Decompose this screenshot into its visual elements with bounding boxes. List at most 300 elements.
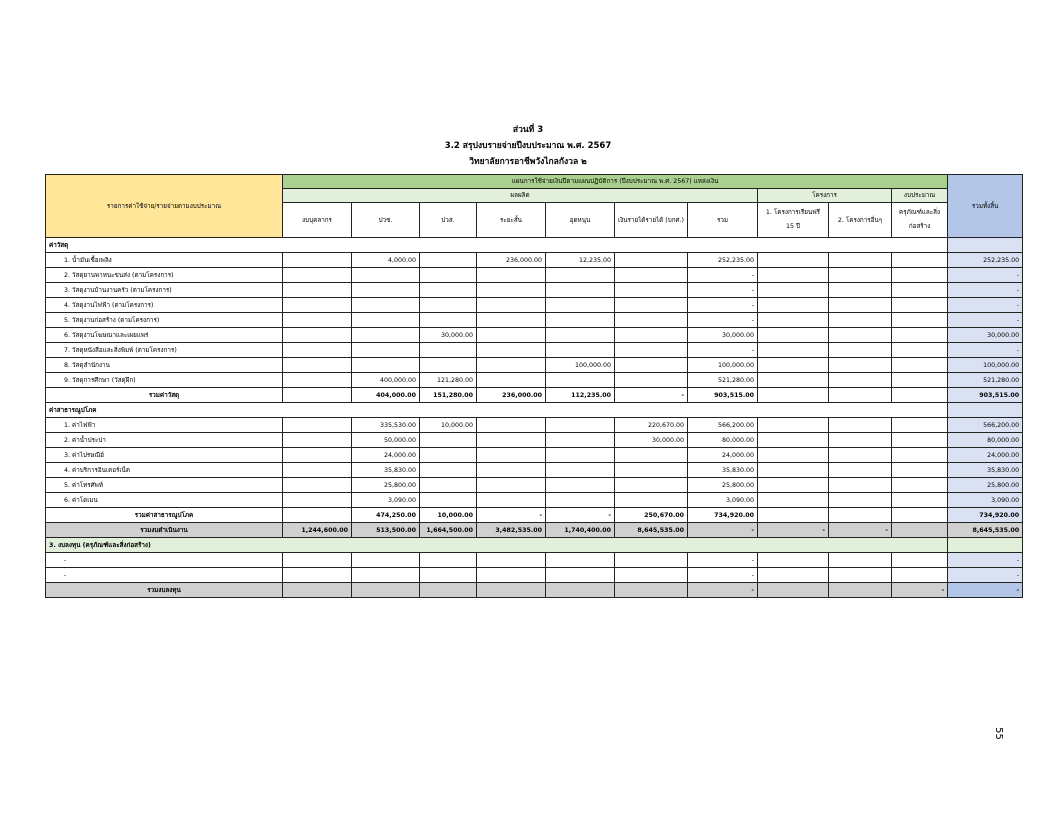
table-row-cell	[892, 478, 948, 493]
table-row-cell	[283, 253, 352, 268]
table-row-cell	[892, 283, 948, 298]
table-row-total: 80,000.00	[948, 433, 1023, 448]
table-row-cell: 3,090.00	[688, 493, 758, 508]
table-row-cell: 220,670.00	[615, 418, 688, 433]
utilities-total-row-cell: -	[546, 508, 615, 523]
materials-total-row-cell	[892, 388, 948, 403]
table-row	[46, 268, 1023, 283]
table-row-cell	[477, 343, 546, 358]
table-row-cell	[615, 553, 688, 568]
table-row-cell	[477, 448, 546, 463]
operating-total-row-total: 8,645,535.00	[948, 523, 1023, 538]
table-row-cell	[758, 298, 829, 313]
table-row-cell	[352, 268, 420, 283]
table-row-cell	[829, 418, 892, 433]
table-row-cell: 50,000.00	[352, 433, 420, 448]
table-row-cell: 236,000.00	[477, 253, 546, 268]
table-row-cell	[615, 358, 688, 373]
table-row-total: 35,830.00	[948, 463, 1023, 478]
table-row-cell: 25,800.00	[688, 478, 758, 493]
table-row-cell	[420, 478, 477, 493]
table-row-cell: 12,235.00	[546, 253, 615, 268]
section-materials-label: ค่าวัสดุ	[46, 238, 948, 253]
table-row-cell	[758, 433, 829, 448]
table-row-cell	[758, 253, 829, 268]
table-row-cell	[615, 373, 688, 388]
table-row-cell: 24,000.00	[688, 448, 758, 463]
table-row-cell	[352, 343, 420, 358]
table-row-cell: 10,000.00	[420, 418, 477, 433]
table-row	[46, 463, 1023, 478]
table-row-label: -	[46, 553, 283, 568]
table-row-label: 4. ค่าบริการอินเตอร์เน็ต	[46, 463, 283, 478]
header-item-col: รายการค่าใช้จ่าย/รายจ่ายตามงบประมาณ	[46, 175, 283, 238]
operating-total-row-label: รวมงบดำเนินงาน	[46, 523, 283, 538]
table-row-total: -	[948, 313, 1023, 328]
table-row-label: 3. วัสดุงานบ้านงานครัว (ตามโครงการ)	[46, 283, 283, 298]
table-row-cell	[283, 358, 352, 373]
table-row-cell: 100,000.00	[546, 358, 615, 373]
table-row-label: 6. ค่าโดเมน	[46, 493, 283, 508]
table-row-cell	[892, 463, 948, 478]
section-capital-total-cell	[948, 538, 1023, 553]
table-row-label: 3. ค่าไปรษณีย์	[46, 448, 283, 463]
table-row-cell	[546, 373, 615, 388]
header-col-free-education: 1. โครงการเรียนฟรี 15 ปี	[758, 203, 829, 238]
table-row-total: -	[948, 343, 1023, 358]
table-row-cell	[829, 343, 892, 358]
table-row-cell	[892, 253, 948, 268]
table-row-cell	[615, 568, 688, 583]
table-row-cell	[829, 328, 892, 343]
table-row-cell: 121,280.00	[420, 373, 477, 388]
table-row-cell	[283, 493, 352, 508]
materials-total-row-label: รวมค่าวัสดุ	[46, 388, 283, 403]
table-row-cell	[615, 298, 688, 313]
table-row-label: 5. ค่าโทรศัพท์	[46, 478, 283, 493]
table-row-cell	[283, 373, 352, 388]
capital-total-row-cell	[477, 583, 546, 598]
table-row-cell	[420, 493, 477, 508]
utilities-total-row-cell: 250,670.00	[615, 508, 688, 523]
table-row-cell	[546, 478, 615, 493]
utilities-total-row-cell: 474,250.00	[352, 508, 420, 523]
materials-total-row-cell: -	[615, 388, 688, 403]
capital-total-row-cell	[420, 583, 477, 598]
table-row-cell: -	[688, 283, 758, 298]
table-row-cell	[758, 283, 829, 298]
table-row-cell	[477, 418, 546, 433]
table-row-cell	[829, 568, 892, 583]
header-col-income: เงินรายได้รายได้ (บกศ.)	[615, 203, 688, 238]
table-row-cell	[420, 298, 477, 313]
materials-total-row-cell	[283, 388, 352, 403]
capital-total-row-cell	[758, 583, 829, 598]
table-row-cell	[420, 358, 477, 373]
operating-total-row-cell: 8,645,535.00	[615, 523, 688, 538]
table-row-total: 252,235.00	[948, 253, 1023, 268]
operating-total-row-cell: -	[688, 523, 758, 538]
table-row	[46, 298, 1023, 313]
table-row	[46, 553, 1023, 568]
table-row-cell	[283, 478, 352, 493]
table-row-cell	[477, 463, 546, 478]
table-row-cell	[615, 313, 688, 328]
table-row-cell	[283, 298, 352, 313]
table-row-total: 100,000.00	[948, 358, 1023, 373]
table-row-cell	[477, 568, 546, 583]
table-row-total: 3,090.00	[948, 493, 1023, 508]
section-utilities-label: ค่าสาธารณูปโภค	[46, 403, 948, 418]
table-row-cell	[420, 268, 477, 283]
table-row-cell: 400,000.00	[352, 373, 420, 388]
table-row-cell	[477, 373, 546, 388]
table-row-cell: 24,000.00	[352, 448, 420, 463]
header-col-short-course: ระยะสั้น	[477, 203, 546, 238]
table-row-cell	[829, 553, 892, 568]
table-row-cell: 35,830.00	[352, 463, 420, 478]
table-row-cell	[546, 313, 615, 328]
operating-total-row-cell: 3,482,535.00	[477, 523, 546, 538]
header-total-col: รวมทั้งสิ้น	[948, 175, 1023, 238]
table-row-cell	[546, 418, 615, 433]
table-row	[46, 373, 1023, 388]
table-row-cell	[283, 553, 352, 568]
capital-total-row-label: รวมงบลงทุน	[46, 583, 283, 598]
table-row-cell	[758, 448, 829, 463]
header-plan: แผนการใช้จ่ายเงินปีตามแผนปฏิบัติการ (ปีงบประมาณ พ.ศ. 2567) แหล่งเงิน	[283, 175, 948, 189]
table-row-cell	[477, 553, 546, 568]
table-row-cell	[477, 313, 546, 328]
table-row-total: -	[948, 268, 1023, 283]
table-row-cell	[546, 493, 615, 508]
table-row-cell: 3,090.00	[352, 493, 420, 508]
table-row-cell	[892, 313, 948, 328]
table-row-cell	[758, 358, 829, 373]
table-row-cell	[420, 283, 477, 298]
operating-total-row-cell: 1,740,400.00	[546, 523, 615, 538]
table-row-cell	[892, 298, 948, 313]
table-row	[46, 418, 1023, 433]
table-row-cell	[615, 253, 688, 268]
table-row-cell	[283, 268, 352, 283]
table-row-cell	[892, 328, 948, 343]
section-capital	[46, 538, 1023, 553]
table-row-cell	[892, 268, 948, 283]
capital-total-row-cell	[615, 583, 688, 598]
table-row-cell	[892, 568, 948, 583]
table-row-cell	[758, 343, 829, 358]
header-project-group: โครงการ	[758, 189, 892, 203]
capital-total-row-cell: -	[892, 583, 948, 598]
table-row	[46, 343, 1023, 358]
table-row-cell	[829, 373, 892, 388]
operating-total-row-cell: 513,500.00	[352, 523, 420, 538]
table-row-cell	[546, 553, 615, 568]
table-row-cell	[283, 448, 352, 463]
materials-total-row-cell	[829, 388, 892, 403]
table-row-cell	[829, 298, 892, 313]
utilities-total-row-cell	[892, 508, 948, 523]
table-row-cell: 30,000.00	[688, 328, 758, 343]
header-col-sum: รวม	[688, 203, 758, 238]
table-row-cell	[352, 553, 420, 568]
table-row-cell	[829, 478, 892, 493]
table-row-cell	[352, 358, 420, 373]
table-row-cell	[420, 343, 477, 358]
utilities-total-row-cell	[283, 508, 352, 523]
table-row-cell: 25,800.00	[352, 478, 420, 493]
table-row-cell	[546, 568, 615, 583]
section-materials	[46, 238, 1023, 253]
table-row-cell: -	[688, 298, 758, 313]
table-row-label: 1. ค่าไฟฟ้า	[46, 418, 283, 433]
table-row-cell	[758, 553, 829, 568]
table-row-cell	[283, 313, 352, 328]
table-row-cell	[615, 328, 688, 343]
table-row-cell: 30,000.00	[420, 328, 477, 343]
table-row-cell	[546, 268, 615, 283]
table-row-cell	[758, 418, 829, 433]
table-row-cell	[546, 328, 615, 343]
section-materials-total-cell	[948, 238, 1023, 253]
utilities-total-row-cell: 734,920.00	[688, 508, 758, 523]
materials-total-row-cell	[758, 388, 829, 403]
utilities-total-row-label: รวมค่าสาธารณูปโภค	[46, 508, 283, 523]
table-row-cell	[546, 283, 615, 298]
table-row-cell: 335,530.00	[352, 418, 420, 433]
table-row-total: -	[948, 283, 1023, 298]
table-row-cell: -	[688, 553, 758, 568]
table-row-cell	[892, 448, 948, 463]
table-row-cell	[829, 268, 892, 283]
operating-total-row-cell: 1,244,600.00	[283, 523, 352, 538]
table-row-label: 2. วัสดุยานพาหนะขนส่ง (ตามโครงการ)	[46, 268, 283, 283]
table-row-total: 24,000.00	[948, 448, 1023, 463]
table-row-cell	[420, 313, 477, 328]
header-col-equipment: ครุภัณฑ์และสิ่งก่อสร้าง	[892, 203, 948, 238]
table-row-cell	[829, 463, 892, 478]
table-row-cell	[829, 253, 892, 268]
table-row-cell	[352, 313, 420, 328]
table-row-cell	[546, 343, 615, 358]
table-row-label: 8. วัสดุสำนักงาน	[46, 358, 283, 373]
table-row-cell	[615, 343, 688, 358]
table-row-label: 1. น้ำมันเชื้อเพลิง	[46, 253, 283, 268]
table-row-cell	[892, 358, 948, 373]
table-row-cell	[352, 328, 420, 343]
capital-total-row-cell	[352, 583, 420, 598]
header-output-group: ผลผลิต	[283, 189, 758, 203]
table-row-cell: 80,000.00	[688, 433, 758, 448]
table-row-cell	[546, 463, 615, 478]
table-row-cell	[546, 448, 615, 463]
header-capital-group: งบประมาณ	[892, 189, 948, 203]
table-row-cell: 100,000.00	[688, 358, 758, 373]
table-row-cell	[283, 343, 352, 358]
table-row	[46, 568, 1023, 583]
header-col-vocational: ปวช.	[352, 203, 420, 238]
table-row-cell: 35,830.00	[688, 463, 758, 478]
part-label: ส่วนที่ 3	[512, 125, 544, 135]
table-row-total: 30,000.00	[948, 328, 1023, 343]
table-row-label: 4. วัสดุงานไฟฟ้า (ตามโครงการ)	[46, 298, 283, 313]
table-row	[46, 478, 1023, 493]
table-row-cell	[477, 283, 546, 298]
header-col-personnel: งบบุคลากร	[283, 203, 352, 238]
table-row	[46, 328, 1023, 343]
table-row-cell	[829, 283, 892, 298]
table-row-cell	[892, 433, 948, 448]
header-col-high-vocational: ปวส.	[420, 203, 477, 238]
table-row-cell	[829, 433, 892, 448]
budget-table	[45, 174, 1023, 598]
table-row-cell	[283, 328, 352, 343]
table-row-cell	[615, 448, 688, 463]
table-row-total: 25,800.00	[948, 478, 1023, 493]
table-row-cell	[892, 373, 948, 388]
table-row-label: 9. วัสดุการศึกษา (วัสดุฝึก)	[46, 373, 283, 388]
table-row-cell	[615, 283, 688, 298]
table-row-cell	[546, 298, 615, 313]
table-row-cell	[477, 493, 546, 508]
page-title: 3.2 สรุปงบรายจ่ายปีงบประมาณ พ.ศ. 2567	[444, 141, 612, 151]
table-row	[46, 313, 1023, 328]
section-utilities-total-cell	[948, 403, 1023, 418]
operating-total-row-cell: -	[829, 523, 892, 538]
table-row-total: -	[948, 298, 1023, 313]
table-row-cell	[829, 493, 892, 508]
table-row-cell	[477, 298, 546, 313]
table-row-cell	[477, 478, 546, 493]
utilities-total-row-cell: -	[477, 508, 546, 523]
table-row-cell	[758, 328, 829, 343]
table-row	[46, 253, 1023, 268]
table-row-cell	[477, 328, 546, 343]
table-row-label: 5. วัสดุงานก่อสร้าง (ตามโครงการ)	[46, 313, 283, 328]
operating-total-row-cell: -	[758, 523, 829, 538]
table-row	[46, 493, 1023, 508]
table-row	[46, 433, 1023, 448]
table-row-total: -	[948, 553, 1023, 568]
table-row-cell	[546, 433, 615, 448]
materials-total-row-cell: 903,515.00	[688, 388, 758, 403]
table-row-cell	[829, 358, 892, 373]
table-row-cell	[352, 568, 420, 583]
capital-total-row-cell	[829, 583, 892, 598]
utilities-total-row-cell	[758, 508, 829, 523]
operating-total-row	[46, 523, 1023, 538]
table-row-cell: 4,000.00	[352, 253, 420, 268]
utilities-total-row-cell: 10,000.00	[420, 508, 477, 523]
table-row-cell: 521,280.00	[688, 373, 758, 388]
materials-total-row-cell: 151,280.00	[420, 388, 477, 403]
table-row-cell	[758, 568, 829, 583]
materials-total-row	[46, 388, 1023, 403]
table-row-cell	[477, 358, 546, 373]
utilities-total-row	[46, 508, 1023, 523]
table-row-cell: 252,235.00	[688, 253, 758, 268]
college-name: วิทยาลัยการอาชีพวังไกลกังวล ๒	[469, 157, 587, 167]
materials-total-row-total: 903,515.00	[948, 388, 1023, 403]
table-row	[46, 283, 1023, 298]
section-utilities	[46, 403, 1023, 418]
table-row-label: 2. ค่าน้ำประปา	[46, 433, 283, 448]
table-row-cell	[758, 478, 829, 493]
materials-total-row-cell: 236,000.00	[477, 388, 546, 403]
table-row-cell: -	[688, 568, 758, 583]
table-row-label: 7. วัสดุหนังสือและสิ่งพิมพ์ (ตามโครงการ)	[46, 343, 283, 358]
table-row-cell	[615, 268, 688, 283]
table-row-cell	[352, 298, 420, 313]
utilities-total-row-total: 734,920.00	[948, 508, 1023, 523]
table-row-label: -	[46, 568, 283, 583]
table-row-cell	[829, 448, 892, 463]
table-row-cell: -	[688, 343, 758, 358]
table-row-cell	[420, 463, 477, 478]
table-row-cell	[758, 463, 829, 478]
table-row-cell: 566,200.00	[688, 418, 758, 433]
table-row-cell	[283, 433, 352, 448]
table-row-cell	[477, 433, 546, 448]
table-row-cell: -	[688, 313, 758, 328]
table-row-cell	[420, 253, 477, 268]
capital-total-row-cell	[546, 583, 615, 598]
table-row-cell	[615, 463, 688, 478]
materials-total-row-cell: 404,000.00	[352, 388, 420, 403]
table-row	[46, 448, 1023, 463]
table-row-cell	[420, 433, 477, 448]
table-row-cell	[892, 343, 948, 358]
table-row	[46, 358, 1023, 373]
header-col-other-projects: 2. โครงการอื่นๆ	[829, 203, 892, 238]
header-col-subsidy: อุดหนุน	[546, 203, 615, 238]
table-row-label: 6. วัสดุงานโฆษณาและเผยแพร่	[46, 328, 283, 343]
table-row-cell	[758, 493, 829, 508]
operating-total-row-cell: 1,664,500.00	[420, 523, 477, 538]
table-row-cell	[283, 418, 352, 433]
capital-total-row-cell	[283, 583, 352, 598]
materials-total-row-cell: 112,235.00	[546, 388, 615, 403]
table-row-cell	[758, 313, 829, 328]
table-row-cell	[420, 553, 477, 568]
table-row-cell	[892, 553, 948, 568]
page-number: 55	[992, 727, 1004, 740]
utilities-total-row-cell	[829, 508, 892, 523]
table-row-cell	[477, 268, 546, 283]
table-row-cell	[283, 463, 352, 478]
capital-total-row	[46, 583, 1023, 598]
table-row-cell	[420, 448, 477, 463]
table-row-cell	[892, 418, 948, 433]
table-row-cell	[758, 268, 829, 283]
table-row-cell	[758, 373, 829, 388]
table-row-total: 521,280.00	[948, 373, 1023, 388]
table-row-cell	[283, 568, 352, 583]
table-row-total: -	[948, 568, 1023, 583]
table-row-cell: 30,000.00	[615, 433, 688, 448]
capital-total-row-cell: -	[688, 583, 758, 598]
operating-total-row-cell	[892, 523, 948, 538]
table-row-cell	[615, 478, 688, 493]
table-row-cell	[420, 568, 477, 583]
table-row-cell	[892, 493, 948, 508]
table-row-cell	[615, 493, 688, 508]
table-row-cell	[352, 283, 420, 298]
capital-total-row-total: -	[948, 583, 1023, 598]
table-row-cell: -	[688, 268, 758, 283]
table-row-total: 566,200.00	[948, 418, 1023, 433]
